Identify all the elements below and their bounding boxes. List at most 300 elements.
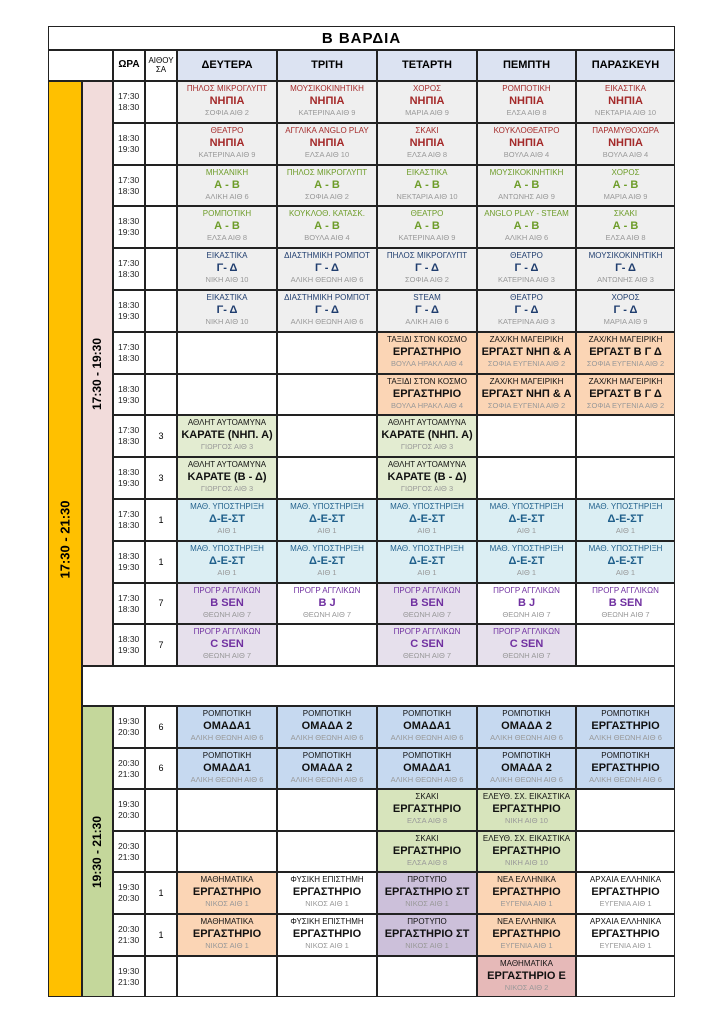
group-name: ΝΗΠΙΑ <box>509 95 544 107</box>
class-cell[interactable] <box>377 248 477 290</box>
class-cell[interactable] <box>477 583 576 625</box>
class-cell[interactable] <box>377 914 477 956</box>
activity-name: ΣΚΑΚΙ <box>415 125 439 135</box>
activity-name: ANGLO PLAY - STEAM <box>484 209 569 219</box>
teacher-room: ΚΑΤΕΡΙΝΑ ΑΙΘ 9 <box>298 108 356 117</box>
class-cell[interactable] <box>477 248 576 290</box>
room-number <box>145 706 177 748</box>
day-header-label: ΠΕΜΠΤΗ <box>502 58 551 71</box>
empty-cell <box>576 789 675 831</box>
time-slot <box>113 332 145 374</box>
empty-cell <box>576 956 675 998</box>
group-name: ΕΡΓΑΣΤΗΡΙΟ ΣΤ <box>384 928 470 940</box>
empty-cell <box>277 332 377 374</box>
class-cell[interactable] <box>277 248 377 290</box>
time-slot <box>113 415 145 457</box>
class-cell[interactable] <box>477 956 576 998</box>
activity-name: ΖΑΧ/ΚΗ ΜΑΓΕΙΡΙΚΗ <box>588 334 663 344</box>
activity-name: ΣΚΑΚΙ <box>415 833 439 843</box>
activity-name: ΜΑΘ. ΥΠΟΣΤΗΡΙΞΗ <box>489 543 564 553</box>
time-end: 18:30 <box>118 520 140 530</box>
teacher-room: ΝΙΚΟΣ ΑΙΘ 2 <box>504 982 549 992</box>
band-second <box>82 706 113 997</box>
class-cell[interactable] <box>477 499 576 541</box>
group-name: ΕΡΓΑΣΤΗΡΙΟ Ε <box>487 969 566 982</box>
teacher-room: ΒΟΥΛΑ ΗΡΑΚΛ ΑΙΘ 4 <box>390 358 464 368</box>
teacher-room: ΘΕΩΝΗ ΑΙΘ 7 <box>202 651 252 661</box>
class-cell[interactable] <box>277 499 377 541</box>
activity-name: ΖΑΧ/ΚΗ ΜΑΓΕΙΡΙΚΗ <box>489 334 564 344</box>
teacher-room: ΕΥΓΕΝΙΑ ΑΙΘ 1 <box>599 899 652 909</box>
outer-band <box>48 81 82 997</box>
room-number <box>145 499 177 541</box>
class-cell[interactable] <box>377 206 477 248</box>
activity-name: ΠΡΟΤΥΠΟ <box>407 917 447 926</box>
time-end: 21:30 <box>118 768 140 779</box>
class-cell[interactable] <box>477 81 576 123</box>
class-cell[interactable] <box>177 706 277 748</box>
teacher-room: ΑΛΙΚΗ ΑΙΘ 6 <box>405 317 449 326</box>
activity-name: ΕΛΕΥΘ. ΣΧ. ΕΙΚΑΣΤΙΚΑ <box>482 833 571 843</box>
class-cell[interactable] <box>477 206 576 248</box>
time-end: 19:30 <box>118 394 140 405</box>
class-cell[interactable] <box>377 583 477 625</box>
activity-name: ΚΟΥΚΛΟΘΕΑΤΡΟ <box>493 125 560 135</box>
teacher-room: ΚΑΤΕΡΙΝΑ ΑΙΘ 9 <box>398 233 456 243</box>
class-cell[interactable] <box>377 415 477 457</box>
empty-cell <box>576 831 675 873</box>
class-cell[interactable] <box>477 624 576 666</box>
group-name: ΕΡΓΑΣΤ Β Γ Δ <box>589 345 662 358</box>
activity-name: ΡΟΜΠΟΤΙΚΗ <box>601 750 650 760</box>
activity-name: ΤΑΞΙΔΙ ΣΤΟΝ ΚΟΣΜΟ <box>387 376 467 386</box>
class-cell[interactable] <box>477 789 576 831</box>
class-cell[interactable] <box>277 123 377 165</box>
header-hour <box>113 50 145 81</box>
activity-name: ΠΡΟΤΥΠΟ <box>407 875 447 885</box>
activity-name: ΜΑΘ. ΥΠΟΣΤΗΡΙΞΗ <box>588 502 663 511</box>
room-number <box>145 583 177 625</box>
group-name: ΕΡΓΑΣΤΗΡΙΟ <box>192 886 262 899</box>
time-slot <box>113 831 145 873</box>
class-cell[interactable] <box>576 165 675 207</box>
class-cell[interactable] <box>576 206 675 248</box>
class-cell[interactable] <box>477 541 576 583</box>
group-name: ΝΗΠΙΑ <box>409 95 445 107</box>
group-name: ΝΗΠΙΑ <box>509 136 544 149</box>
group-name: Γ - Δ <box>415 262 439 275</box>
time-slot <box>113 748 145 790</box>
time-end: 21:30 <box>118 935 140 945</box>
class-cell[interactable] <box>377 165 477 207</box>
teacher-room: ΑΙΘ 1 <box>217 526 237 535</box>
time-end: 21:30 <box>118 851 140 862</box>
class-cell[interactable] <box>177 415 277 457</box>
room-number <box>145 914 177 956</box>
activity-name: ΡΟΜΠΟΤΙΚΗ <box>502 84 551 93</box>
activity-name: ΡΟΜΠΟΤΙΚΗ <box>302 750 352 760</box>
teacher-room: ΑΙΘ 1 <box>217 567 237 577</box>
teacher-room: ΝΙΚΟΣ ΑΙΘ 1 <box>305 941 349 950</box>
class-cell[interactable] <box>576 914 675 956</box>
group-name: ΕΡΓΑΣΤΗΡΙΟ <box>591 761 660 774</box>
class-cell[interactable] <box>576 748 675 790</box>
class-cell[interactable] <box>377 374 477 416</box>
activity-name: ΣΚΑΚΙ <box>415 792 439 802</box>
activity-name: ΡΟΜΠΟΤΙΚΗ <box>202 709 252 718</box>
teacher-room: ΚΑΤΕΡΙΝΑ ΑΙΘ 3 <box>498 317 555 326</box>
class-cell[interactable] <box>576 290 675 332</box>
class-cell[interactable] <box>277 541 377 583</box>
activity-name: ΣΚΑΚΙ <box>613 209 638 219</box>
empty-cell <box>277 374 377 416</box>
group-name: ΟΜΑΔΑ 2 <box>501 761 552 774</box>
room-number <box>145 872 177 914</box>
group-name: ΚΑΡΑΤΕ (Β - Δ) <box>187 471 267 484</box>
time-start: 18:30 <box>118 383 140 394</box>
empty-cell <box>477 415 576 457</box>
group-name: B J <box>517 596 536 609</box>
activity-name: ΠΡΟΓΡ ΑΓΓΛΙΚΩΝ <box>592 585 659 595</box>
time-slot <box>113 624 145 666</box>
day-header-4 <box>576 50 675 81</box>
group-name: Δ-Ε-ΣΤ <box>607 554 644 567</box>
class-cell[interactable] <box>277 81 377 123</box>
class-cell[interactable] <box>477 831 576 873</box>
class-cell[interactable] <box>377 499 477 541</box>
class-cell[interactable] <box>277 748 377 790</box>
activity-name: ΜΟΥΣΙΚΟΚΙΝΗΤΙΚΗ <box>489 167 564 177</box>
class-cell[interactable] <box>177 499 277 541</box>
class-cell[interactable] <box>576 583 675 625</box>
group-name: ΕΡΓΑΣΤΗΡΙΟ <box>192 928 262 940</box>
class-cell[interactable] <box>177 123 277 165</box>
room-number-label: 1 <box>158 556 164 567</box>
group-name: ΕΡΓΑΣΤ ΝΗΠ & Α <box>481 345 572 358</box>
class-cell[interactable] <box>576 123 675 165</box>
class-cell[interactable] <box>277 872 377 914</box>
class-cell[interactable] <box>177 457 277 499</box>
room-number <box>145 541 177 583</box>
class-cell[interactable] <box>477 706 576 748</box>
time-slot <box>113 914 145 956</box>
class-cell[interactable] <box>477 748 576 790</box>
teacher-room: ΕΛΣΑ ΑΙΘ 8 <box>406 149 448 159</box>
class-cell[interactable] <box>177 248 277 290</box>
time-end: 20:30 <box>118 727 140 737</box>
time-start: 18:30 <box>118 467 140 478</box>
time-slot <box>113 872 145 914</box>
teacher-room: ΣΟΦΙΑ ΑΙΘ 2 <box>205 108 249 117</box>
class-cell[interactable] <box>377 457 477 499</box>
time-start: 17:30 <box>118 509 140 519</box>
class-cell[interactable] <box>377 831 477 873</box>
room-number <box>145 248 177 290</box>
section-gap <box>82 666 675 706</box>
activity-name: ΔΙΑΣΤΗΜΙΚΗ ΡΟΜΠΟΤ <box>284 251 370 261</box>
group-name: Γ - Δ <box>514 304 539 316</box>
room-number-label: 6 <box>158 763 164 774</box>
class-cell[interactable] <box>377 748 477 790</box>
activity-name: ΠΗΛΟΣ ΜΙΚΡΟΓΛΥΠΤ <box>386 251 468 261</box>
group-name: ΝΗΠΙΑ <box>309 136 345 149</box>
group-name: B SEN <box>608 596 643 609</box>
room-number <box>145 165 177 207</box>
teacher-room: ΑΙΘ 1 <box>516 567 537 577</box>
teacher-room: ΝΙΚΗ ΑΙΘ 10 <box>505 857 548 867</box>
teacher-room: ΝΙΚΗ ΑΙΘ 10 <box>205 275 249 285</box>
class-cell[interactable] <box>377 872 477 914</box>
class-cell[interactable] <box>177 290 277 332</box>
header-room-label: ΑΙΘΟΥΣΑ <box>148 56 174 74</box>
teacher-room: ΑΙΘ 1 <box>317 526 337 535</box>
class-cell[interactable] <box>177 914 277 956</box>
teacher-room: ΘΕΩΝΗ ΑΙΘ 7 <box>402 651 452 661</box>
activity-name: ΜΟΥΣΙΚΟΚΙΝΗΤΙΚΗ <box>588 251 663 261</box>
group-name: Γ - Δ <box>514 262 539 275</box>
teacher-room: ΚΑΤΕΡΙΝΑ ΑΙΘ 3 <box>498 275 555 285</box>
teacher-room: ΒΟΥΛΑ ΑΙΘ 4 <box>602 149 649 159</box>
teacher-room: ΑΝΤΩΝΗΣ ΑΙΘ 9 <box>498 191 555 201</box>
group-name: Α - Β <box>314 220 340 233</box>
teacher-room: ΑΙΘ 1 <box>615 567 636 577</box>
class-cell[interactable] <box>277 706 377 748</box>
time-start: 18:30 <box>118 550 140 561</box>
activity-name: ΑΡΧΑΙΑ ΕΛΛΗΝΙΚΑ <box>589 875 662 885</box>
class-cell[interactable] <box>377 81 477 123</box>
class-cell[interactable] <box>576 872 675 914</box>
class-cell[interactable] <box>576 332 675 374</box>
time-end: 18:30 <box>118 185 140 196</box>
page-title: Β ΒΑΡΔΙΑ <box>48 26 675 50</box>
class-cell[interactable] <box>377 332 477 374</box>
outer-band-label: 17:30 - 21:30 <box>57 500 73 579</box>
activity-name: ΧΟΡΟΣ <box>412 84 442 93</box>
activity-name: ΑΘΛΗΤ ΑΥΤΟΑΜΥΝΑ <box>387 418 467 428</box>
band-first-label: 17:30 - 19:30 <box>90 337 105 410</box>
class-cell[interactable] <box>277 583 377 625</box>
group-name: ΕΡΓΑΣΤΗΡΙΟ <box>292 886 362 899</box>
class-cell[interactable] <box>477 374 576 416</box>
day-header-label: ΔΕΥΤΕΡΑ <box>201 58 253 71</box>
teacher-room: ΑΙΘ 1 <box>516 526 537 535</box>
group-name: ΝΗΠΙΑ <box>209 136 245 149</box>
activity-name: ΠΗΛΟΣ ΜΙΚΡΟΓΛΥΠΤ <box>286 167 368 177</box>
time-start: 18:30 <box>118 216 140 227</box>
teacher-room: ΘΕΩΝΗ ΑΙΘ 7 <box>502 651 551 661</box>
class-cell[interactable] <box>477 914 576 956</box>
activity-name: ΕΙΚΑΣΤΙΚΑ <box>406 167 448 177</box>
room-number-label: 6 <box>158 721 164 732</box>
empty-cell <box>477 457 576 499</box>
time-start: 20:30 <box>118 924 140 934</box>
class-cell[interactable] <box>477 165 576 207</box>
class-cell[interactable] <box>377 624 477 666</box>
activity-name: ΘΕΑΤΡΟ <box>510 293 543 302</box>
teacher-room: ΕΛΣΑ ΑΙΘ 8 <box>406 816 448 826</box>
class-cell[interactable] <box>177 541 277 583</box>
time-start: 20:30 <box>118 840 140 851</box>
room-number <box>145 415 177 457</box>
class-cell[interactable] <box>277 290 377 332</box>
day-header-1 <box>277 50 377 81</box>
activity-name: ΡΟΜΠΟΤΙΚΗ <box>202 750 252 760</box>
teacher-room: ΑΝΤΩΝΗΣ ΑΙΘ 3 <box>597 275 654 285</box>
class-cell[interactable] <box>576 248 675 290</box>
activity-name: ΑΘΛΗΤ ΑΥΤΟΑΜΥΝΑ <box>387 460 467 470</box>
class-cell[interactable] <box>576 81 675 123</box>
time-slot <box>113 81 145 123</box>
teacher-room: ΜΑΡΙΑ ΑΙΘ 9 <box>405 108 449 117</box>
teacher-room: ΣΟΦΙΑ ΕΥΓΕΝΙΑ ΑΙΘ 2 <box>487 358 566 368</box>
teacher-room: ΑΛΙΚΗ ΘΕΩΝΗ ΑΙΘ 6 <box>290 275 364 285</box>
teacher-room: ΒΟΥΛΑ ΑΙΘ 4 <box>304 233 350 243</box>
activity-name: ΝΕΑ ΕΛΛΗΝΙΚΑ <box>497 917 556 926</box>
class-cell[interactable] <box>277 914 377 956</box>
class-cell[interactable] <box>177 583 277 625</box>
room-number <box>145 457 177 499</box>
teacher-room: ΑΙΘ 1 <box>417 526 437 535</box>
activity-name: ΑΡΧΑΙΑ ΕΛΛΗΝΙΚΑ <box>589 917 662 926</box>
teacher-room: ΓΙΩΡΓΟΣ ΑΙΘ 3 <box>400 484 454 494</box>
time-slot <box>113 374 145 416</box>
class-cell[interactable] <box>377 706 477 748</box>
activity-name: ΖΑΧ/ΚΗ ΜΑΓΕΙΡΙΚΗ <box>489 376 564 386</box>
activity-name: ΡΟΜΠΟΤΙΚΗ <box>202 209 252 219</box>
activity-name: ΘΕΑΤΡΟ <box>210 125 244 135</box>
time-end: 21:30 <box>118 976 140 987</box>
class-cell[interactable] <box>277 165 377 207</box>
group-name: Δ-Ε-ΣΤ <box>309 513 345 525</box>
class-cell[interactable] <box>477 872 576 914</box>
activity-name: ΦΥΣΙΚΗ ΕΠΙΣΤΗΜΗ <box>290 917 364 926</box>
activity-name: ΕΙΚΑΣΤΙΚΑ <box>206 251 248 261</box>
teacher-room: ΝΙΚΗ ΑΙΘ 10 <box>505 816 548 826</box>
class-cell[interactable] <box>177 624 277 666</box>
header-corner <box>48 50 113 81</box>
activity-name: ΕΙΚΑΣΤΙΚΑ <box>605 84 646 93</box>
time-start: 17:30 <box>118 341 140 352</box>
empty-cell <box>576 457 675 499</box>
time-end: 19:30 <box>118 143 140 154</box>
class-cell[interactable] <box>177 206 277 248</box>
teacher-room: ΘΕΩΝΗ ΑΙΘ 7 <box>402 609 452 619</box>
group-name: Γ - Δ <box>613 304 638 316</box>
teacher-room: ΝΙΚΟΣ ΑΙΘ 1 <box>405 941 449 950</box>
activity-name: ΜΑΘΗΜΑΤΙΚΑ <box>200 875 254 885</box>
group-name: ΕΡΓΑΣΤΗΡΙΟ <box>492 928 561 940</box>
teacher-room: ΑΛΙΚΗ ΘΕΩΝΗ ΑΙΘ 6 <box>190 774 264 784</box>
activity-name: ΜΟΥΣΙΚΟΚΙΝΗΤΙΚΗ <box>290 84 364 93</box>
time-slot <box>113 541 145 583</box>
time-start: 18:30 <box>118 132 140 143</box>
teacher-room: ΒΟΥΛΑ ΑΙΘ 4 <box>503 149 550 159</box>
group-name: Δ-Ε-ΣΤ <box>409 554 445 567</box>
teacher-room: ΑΛΙΚΗ ΘΕΩΝΗ ΑΙΘ 6 <box>589 733 662 742</box>
room-number <box>145 956 177 998</box>
class-cell[interactable] <box>477 332 576 374</box>
group-name: Δ-Ε-ΣΤ <box>209 554 245 567</box>
class-cell[interactable] <box>477 123 576 165</box>
group-name: ΚΑΡΑΤΕ (Β - Δ) <box>387 471 467 484</box>
activity-name: ΜΑΘΗΜΑΤΙΚΑ <box>499 958 554 968</box>
teacher-room: ΑΛΙΚΗ ΘΕΩΝΗ ΑΙΘ 6 <box>390 774 464 784</box>
group-name: Δ-Ε-ΣΤ <box>508 513 545 525</box>
empty-cell <box>177 789 277 831</box>
time-end: 18:30 <box>118 436 140 447</box>
teacher-room: ΕΛΣΑ ΑΙΘ 10 <box>304 149 350 159</box>
activity-name: ΜΑΘ. ΥΠΟΣΤΗΡΙΞΗ <box>190 543 264 553</box>
teacher-room: ΝΕΚΤΑΡΙΑ ΑΙΘ 10 <box>594 108 657 117</box>
class-cell[interactable] <box>177 748 277 790</box>
group-name: Γ - Δ <box>415 304 439 316</box>
activity-name: ΠΗΛΟΣ ΜΙΚΡΟΓΛΥΠΤ <box>186 84 268 93</box>
group-name: Δ-Ε-ΣΤ <box>508 554 545 567</box>
empty-cell <box>177 831 277 873</box>
class-cell[interactable] <box>576 706 675 748</box>
teacher-room: ΑΛΙΚΗ ΘΕΩΝΗ ΑΙΘ 6 <box>490 774 563 784</box>
group-name: ΕΡΓΑΣΤ Β Γ Δ <box>589 387 662 400</box>
activity-name: ΧΟΡΟΣ <box>611 167 640 177</box>
activity-name: ΠΡΟΓΡ ΑΓΓΛΙΚΩΝ <box>293 585 361 595</box>
group-name: Α - Β <box>214 220 240 233</box>
class-cell[interactable] <box>377 290 477 332</box>
room-number <box>145 831 177 873</box>
class-cell[interactable] <box>377 123 477 165</box>
class-cell[interactable] <box>177 165 277 207</box>
group-name: C SEN <box>509 638 544 651</box>
empty-cell <box>177 332 277 374</box>
room-number <box>145 332 177 374</box>
class-cell[interactable] <box>277 206 377 248</box>
activity-name: STEAM <box>413 293 441 302</box>
band-first <box>82 81 113 666</box>
class-cell[interactable] <box>377 789 477 831</box>
teacher-room: ΑΛΙΚΗ ΘΕΩΝΗ ΑΙΘ 6 <box>290 733 364 742</box>
activity-name: ΜΑΘ. ΥΠΟΣΤΗΡΙΞΗ <box>290 502 364 511</box>
group-name: ΚΑΡΑΤΕ (ΝΗΠ. Α) <box>381 429 473 442</box>
class-cell[interactable] <box>377 541 477 583</box>
class-cell[interactable] <box>576 374 675 416</box>
time-start: 18:30 <box>118 634 140 645</box>
class-cell[interactable] <box>576 541 675 583</box>
time-end: 19:30 <box>118 645 140 656</box>
class-cell[interactable] <box>576 499 675 541</box>
group-name: ΟΜΑΔΑ1 <box>203 761 251 774</box>
room-number <box>145 624 177 666</box>
group-name: Δ-Ε-ΣΤ <box>607 513 644 525</box>
group-name: ΝΗΠΙΑ <box>608 95 643 107</box>
time-start: 17:30 <box>118 425 140 436</box>
teacher-room: ΑΛΙΚΗ ΑΙΘ 6 <box>205 191 249 201</box>
group-name: Α - Β <box>214 178 240 191</box>
class-cell[interactable] <box>177 81 277 123</box>
activity-name: ΠΡΟΓΡ ΑΓΓΛΙΚΩΝ <box>493 585 560 595</box>
group-name: C SEN <box>410 638 444 651</box>
day-header-3 <box>477 50 576 81</box>
class-cell[interactable] <box>477 290 576 332</box>
group-name: ΕΡΓΑΣΤΗΡΙΟ <box>591 928 660 940</box>
activity-name: ΚΟΥΚΛΟΘ. ΚΑΤΑΣΚ. <box>288 209 365 219</box>
group-name: C SEN <box>210 638 244 651</box>
group-name: ΕΡΓΑΣΤΗΡΙΟ <box>492 886 561 899</box>
teacher-room: ΑΛΙΚΗ ΘΕΩΝΗ ΑΙΘ 6 <box>390 733 464 742</box>
activity-name: ΜΑΘΗΜΑΤΙΚΑ <box>200 917 254 926</box>
teacher-room: ΕΥΓΕΝΙΑ ΑΙΘ 1 <box>500 899 553 909</box>
class-cell[interactable] <box>177 872 277 914</box>
activity-name: ΧΟΡΟΣ <box>611 293 640 302</box>
activity-name: ΦΥΣΙΚΗ ΕΠΙΣΤΗΜΗ <box>290 875 364 885</box>
